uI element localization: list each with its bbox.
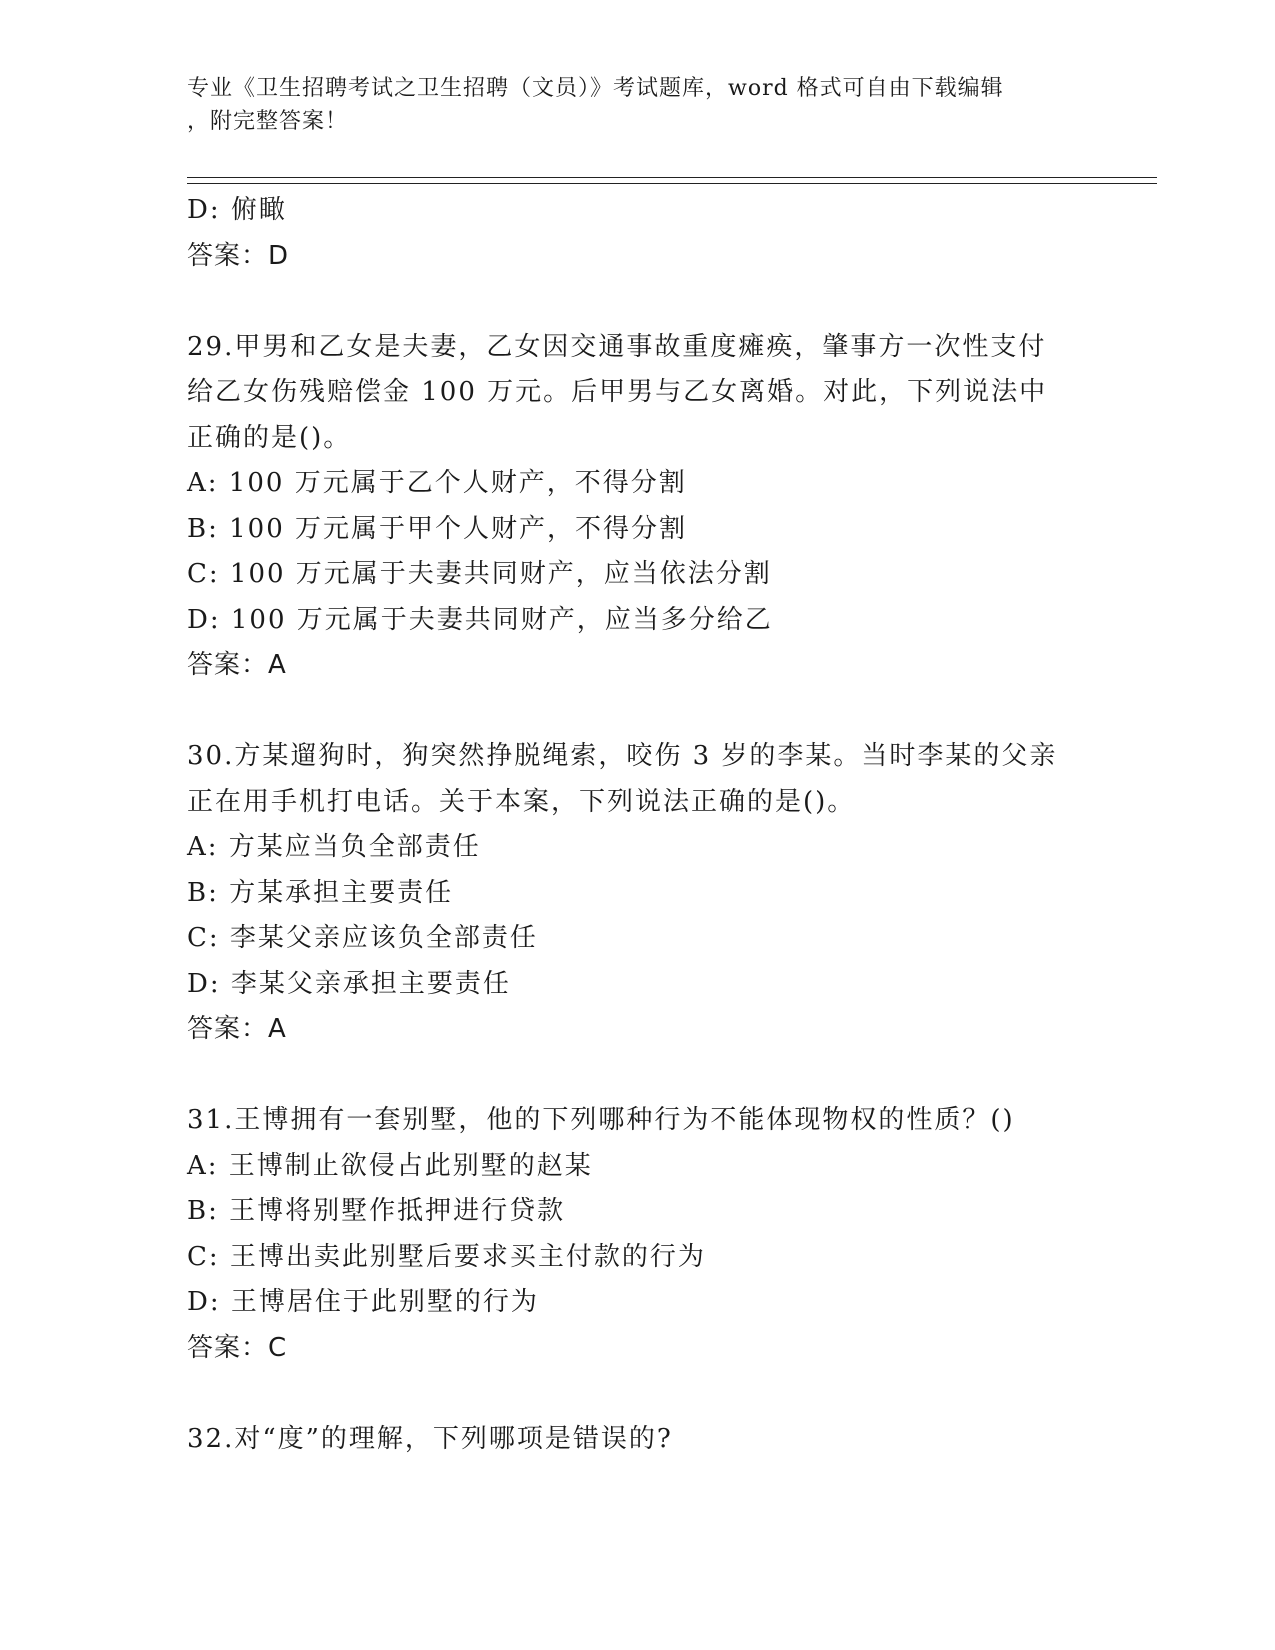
option-a: A: 100 万元属于乙个人财产，不得分割: [187, 468, 687, 498]
question-32: [187, 1417, 1157, 1463]
spacer: [187, 1053, 1157, 1099]
question-29: [187, 325, 1157, 689]
question-stem-line: 30.方某遛狗时，狗突然挣脱绳索，咬伤 3 岁的李某。当时李某的父亲: [187, 741, 1058, 771]
question-31: [187, 1098, 1157, 1371]
question-stem-line: 给乙女伤残赔偿金 100 万元。后甲男与乙女离婚。对此，下列说法中: [187, 377, 1048, 407]
prev-answer: 答案：D: [187, 240, 290, 271]
option-c: C: 王博出卖此别墅后要求买主付款的行为: [187, 1241, 706, 1272]
question-stem-line: 29.甲男和乙女是夫妻，乙女因交通事故重度瘫痪，肇事方一次性支付: [187, 331, 1047, 362]
spacer: [187, 689, 1157, 735]
header-line-2: ，附完整答案！: [187, 109, 349, 134]
prev-option-d: D: 俯瞰: [187, 195, 287, 225]
answer: 答案：C: [187, 1332, 288, 1363]
question-stem-line: 正确的是()。: [187, 422, 352, 453]
question-content: [187, 188, 1157, 1462]
question-stem-line: 32.对“度”的理解，下列哪项是错误的?: [187, 1423, 673, 1454]
option-d: D: 王博居住于此别墅的行为: [187, 1287, 539, 1317]
question-stem-line: 31.王博拥有一套别墅，他的下列哪种行为不能体现物权的性质？(): [187, 1105, 1015, 1135]
question-30: [187, 734, 1157, 1053]
option-d: D: 100 万元属于夫妻共同财产，应当多分给乙: [187, 604, 773, 635]
option-a: A: 王博制止欲侵占此别墅的赵某: [187, 1150, 593, 1181]
answer: 答案：A: [187, 650, 287, 680]
option-b: B: 王博将别墅作抵押进行贷款: [187, 1196, 566, 1226]
spacer: [187, 279, 1157, 325]
header-rule-top: [187, 177, 1157, 178]
spacer: [187, 1371, 1157, 1417]
option-c: C: 100 万元属于夫妻共同财产，应当依法分割: [187, 559, 772, 589]
page-header: [187, 72, 1067, 138]
header-rule-bottom: [187, 183, 1157, 184]
question-stem-line: 正在用手机打电话。关于本案，下列说法正确的是()。: [187, 786, 856, 817]
option-d: D: 李某父亲承担主要责任: [187, 968, 511, 999]
header-line-1: 专业《卫生招聘考试之卫生招聘（文员）》考试题库，word 格式可自由下载编辑: [187, 76, 1004, 101]
option-b: B: 方某承担主要责任: [187, 877, 454, 908]
answer: 答案：A: [187, 1014, 287, 1044]
option-c: C: 李某父亲应该负全部责任: [187, 923, 538, 953]
option-a: A: 方某应当负全部责任: [187, 832, 481, 862]
option-b: B: 100 万元属于甲个人财产，不得分割: [187, 513, 688, 544]
